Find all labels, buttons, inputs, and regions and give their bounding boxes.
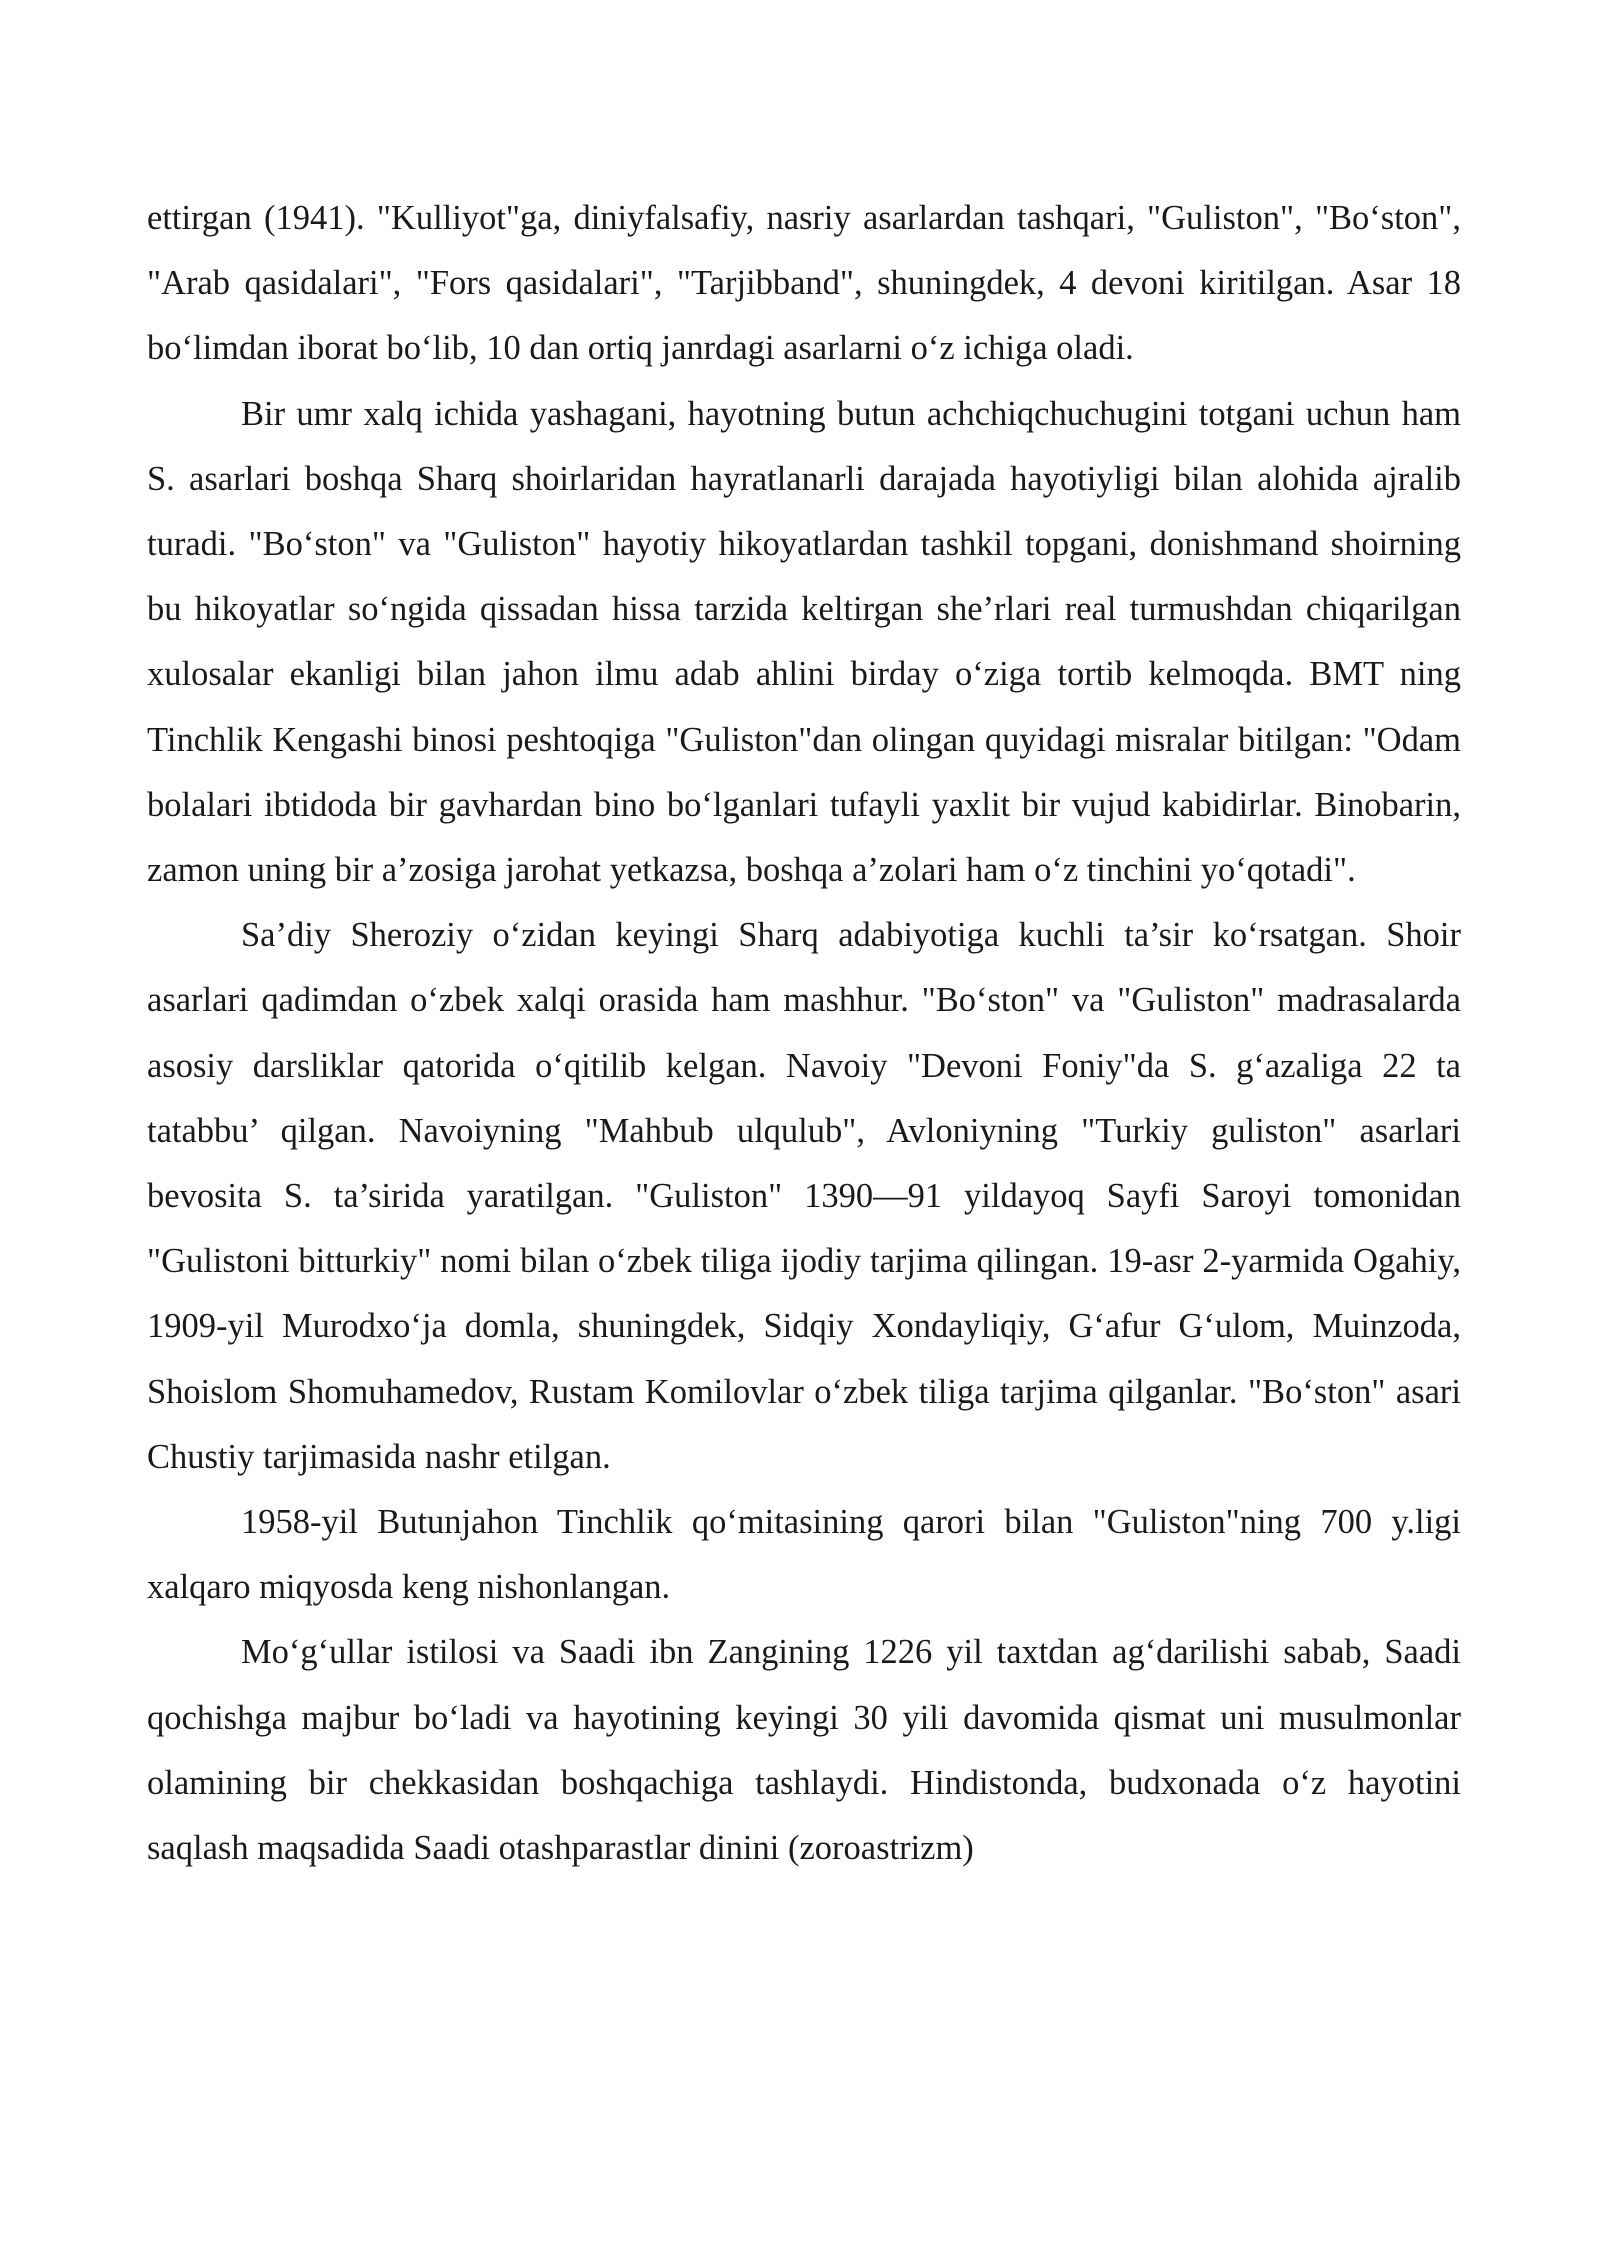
- document-page: [147, 186, 1461, 1881]
- paragraph-2: Bir umr xalq ichida yashagani, hayotning butun achchiqchuchugini totgani uchun ham S. asarlari boshqa Sharq shoirlaridan hayratlanarli darajada hayotiyligi bilan alohida ajralib turadi. "Bo‘ston" va "Guliston" hayotiy hikoyatlardan tashkil topgani, donishmand shoirning bu hikoyatlar so‘ngida qissadan hissa tarzida keltirgan she’rlari real turmushdan chiqarilgan xulosalar ekanligi bilan jahon ilmu adab ahlini birday o‘ziga tortib kelmoqda. BMT ning Tinchlik Kengashi binosi peshtoqiga "Guliston"dan olingan quyidagi misralar bitilgan: "Odam bolalari ibtidoda bir gavhardan bino bo‘lganlari tufayli yaxlit bir vujud kabidirlar. Binobarin, zamon uning bir a’zosiga jarohat yetkazsa, boshqa a’zolari ham o‘z tinchini yo‘qotadi".: [147, 394, 1461, 890]
- paragraph-1: ettirgan (1941). "Kulliyot"ga, diniyfalsafiy, nasriy asarlardan tashqari, "Guliston", "Bo‘ston", "Arab qasidalari", "Fors qasidalari", "Tarjibband", shuningdek, 4 devoni kiritilgan. Asar 18 bo‘limdan iborat bo‘lib, 10 dan ortiq janrdagi asarlarni o‘z ichiga oladi.: [147, 199, 1461, 368]
- paragraph-3: Sa’diy Sheroziy o‘zidan keyingi Sharq adabiyotiga kuchli ta’sir ko‘rsatgan. Shoir asarlari qadimdan o‘zbek xalqi orasida ham mashhur. "Bo‘ston" va "Guliston" madrasalarda asosiy darsliklar qatorida o‘qitilib kelgan. Navoiy "Devoni Foniy"da S. g‘azaliga 22 ta tatabbu’ qilgan. Navoiyning "Mahbub ulqulub", Avloniyning "Turkiy guliston" asarlari bevosita S. ta’sirida yaratilgan. "Guliston" 1390—91 yildayoq Sayfi Saroyi tomonidan "Gulistoni bitturkiy" nomi bilan o‘zbek tiliga ijodiy tarjima qilingan. 19-asr 2-yarmida Ogahiy, 1909-yil Murodxo‘ja domla, shuningdek, Sidqiy Xondayliqiy, G‘afur G‘ulom, Muinzoda, Shoislom Shomuhamedov, Rustam Komilovlar o‘zbek tiliga tarjima qilganlar. "Bo‘ston" asari Chustiy tarjimasida nashr etilgan.: [147, 916, 1461, 1476]
- paragraph-5: Mo‘g‘ullar istilosi va Saadi ibn Zangining 1226 yil taxtdan ag‘darilishi sabab, Saadi qochishga majbur bo‘ladi va hayotining keyingi 30 yili davomida qismat uni musulmonlar olamining bir chekkasidan boshqachiga tashlaydi. Hindistonda, budxonada o‘z hayotini saqlash maqsadida Saadi otashparastlar dinini (zoroastrizm): [147, 1633, 1461, 1868]
- paragraph-4: 1958-yil Butunjahon Tinchlik qo‘mitasining qarori bilan "Guliston"ning 700 y.ligi xalqaro miqyosda keng nishonlangan.: [147, 1503, 1461, 1607]
